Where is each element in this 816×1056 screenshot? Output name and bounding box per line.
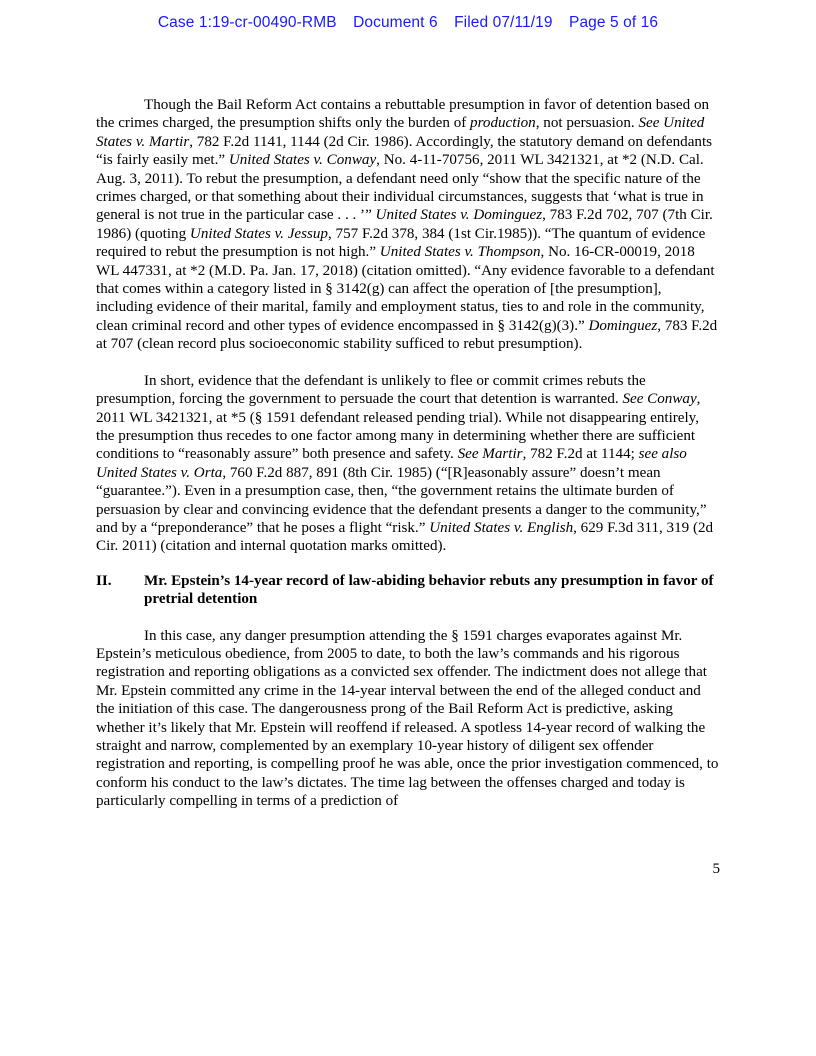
- citation-italic: see also United States v. Orta: [96, 446, 687, 481]
- text-segment: , 783 F.2d 702, 707 (7th Cir. 1986) (quoting: [96, 207, 713, 242]
- citation-italic: See United States v. Martir: [96, 115, 705, 150]
- text-segment: , 783 F.2d at 707 (clean record plus socioeconomic stability sufficed to rebut presumption).: [96, 317, 718, 353]
- citation-italic: See Conway: [622, 391, 697, 408]
- section-heading: [96, 572, 720, 609]
- paragraph-law-abiding-record: In this case, any danger presumption attending the § 1591 charges evaporates against Mr. Epstein’s meticulous obedience, from 2005 to date, to both the law’s commands and his rigorous registration and reporting obligations as a convicted sex offender. The indictment does not allege that Mr. Epstein committed any crime in the 14-year interval between the end of the alleged conduct and the initiation of this case. The dangerousness prong of the Bail Reform Act is predictive, asking whether it’s likely that Mr. Epstein will reoffend if released. A spotless 14-year record of walking the straight and narrow, complemented by an exemplary 10-year history of diligent sex offender registration and reporting, is compelling proof he was able, once the prior investigation commenced, to conform his conduct to the law’s dictates. The time lag between the offenses charged and today is particularly compelling in terms of a prediction of: [96, 627, 719, 810]
- text-segment: , No. 4-11-70756, 2011 WL 3421321, at *2 (N.D. Cal. Aug. 3, 2011). To rebut the presumption, a defendant need only “show that the specific nature of the crimes charged, or that something about their individual circumstances, suggests that ‘what is true in general is not true in the particular case . . . ’”: [96, 152, 704, 224]
- citation-italic: United States v. Jessup: [189, 225, 328, 242]
- citation-italic: United States v. Thompson: [379, 244, 541, 261]
- text-segment: , 2011 WL 3421321, at *5 (§ 1591 defendant released pending trial). While not disappearing entirely, the presumption thus recedes to one factor among many in determining whether there are sufficient conditions to “reasonably assure” both presence and safety.: [96, 391, 701, 463]
- paragraph-presumption-recedes: [96, 372, 720, 556]
- text-segment: Though the Bail Reform Act contains a rebuttable presumption in favor of detention based on the crimes charged, the presumption shifts only the burden of: [96, 97, 710, 132]
- paragraph-presumption-burden: [96, 96, 720, 354]
- text-segment: , 782 F.2d at 1144;: [522, 446, 639, 463]
- citation-italic: United States v. Dominguez: [375, 207, 543, 224]
- filed-date: Filed 07/11/19: [454, 14, 553, 31]
- page-of-total: Page 5 of 16: [569, 14, 659, 31]
- case-header: [0, 14, 816, 32]
- document-number: Document 6: [353, 14, 438, 31]
- text-segment: , No. 16-CR-00019, 2018 WL 447331, at *2 (M.D. Pa. Jan. 17, 2018) (citation omitted). “Any evidence favorable to a defendant that comes within a category listed in § 3142(g) can affect the operation of [the presumption], including evidence of their marital, family and employment status, ties to and role in the community, clean criminal record and other types of evidence encompassed in § 3142(g)(3).”: [96, 244, 715, 334]
- section-number: II.: [96, 572, 112, 589]
- citation-italic: Dominguez: [588, 317, 658, 334]
- case-number: Case 1:19-cr-00490-RMB: [157, 14, 337, 31]
- text-segment: , 782 F.2d 1141, 1144 (2d Cir. 1986). Accordingly, the statutory demand on defendants “is fairly easily met.”: [96, 133, 713, 169]
- citation-italic: production: [470, 115, 536, 132]
- text-segment: , 629 F.3d 311, 319 (2d Cir. 2011) (citation and internal quotation marks omitted).: [96, 519, 714, 555]
- text-segment: , 760 F.2d 887, 891 (8th Cir. 1985) (“[R]easonably assure” doesn’t mean “guarantee.”). Even in a presumption case, then, “the government retains the ultimate burden of persuasion by clear and convincing evidence that the defendant presents a danger to the community,” and by a “preponderance” that he poses a flight “risk.”: [96, 464, 707, 536]
- citation-italic: United States v. English: [429, 519, 574, 536]
- text-segment: , 757 F.2d 378, 384 (1st Cir.1985)). “The quantum of evidence required to rebut the presumption is not high.”: [96, 225, 706, 261]
- section-title: Mr. Epstein’s 14-year record of law-abiding behavior rebuts any presumption in favor of pretrial detention: [144, 572, 714, 608]
- text-segment: , not persuasion.: [535, 115, 639, 132]
- text-segment: In short, evidence that the defendant is unlikely to flee or commit crimes rebuts the presumption, forcing the government to persuade the court that detention is warranted.: [96, 372, 646, 408]
- page-number: 5: [712, 861, 720, 877]
- document-body: [96, 96, 720, 829]
- citation-italic: See Martir: [457, 446, 523, 463]
- citation-italic: United States v. Conway: [228, 152, 377, 169]
